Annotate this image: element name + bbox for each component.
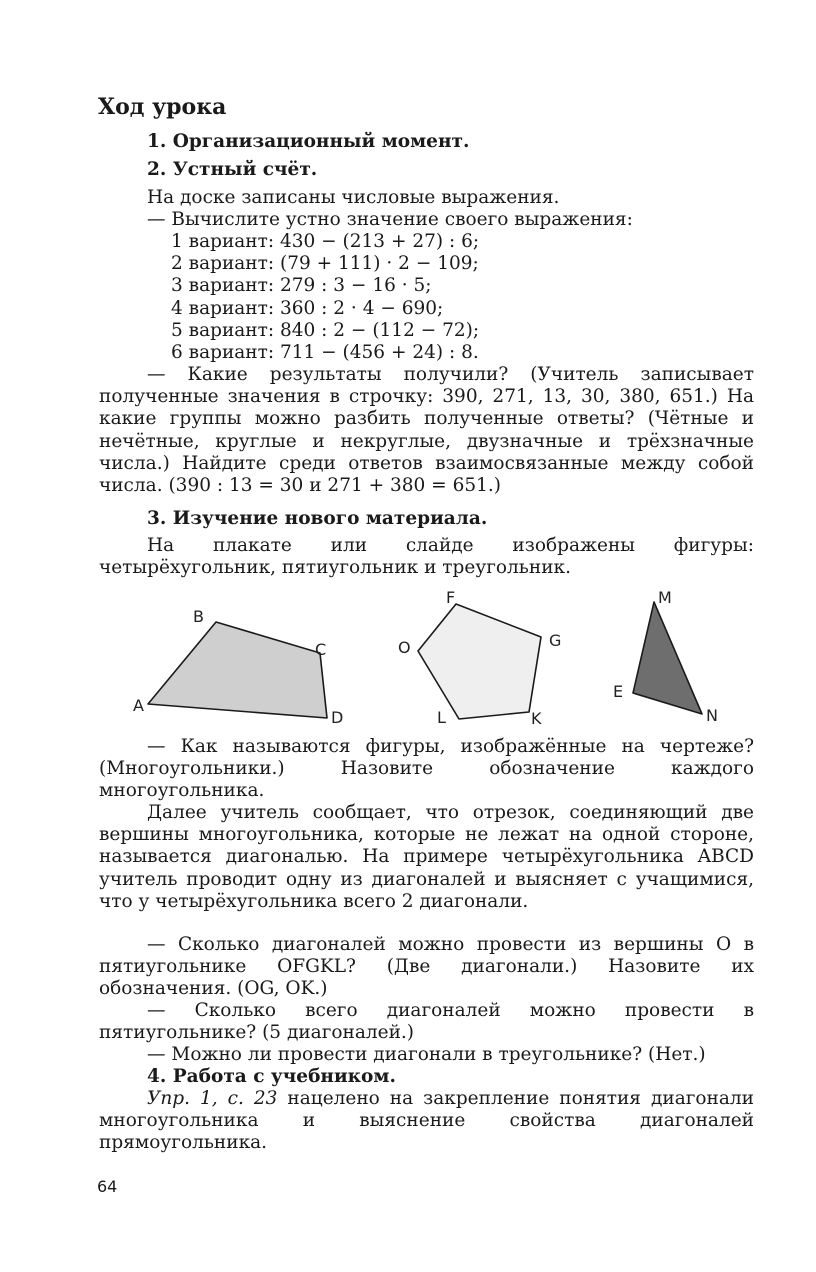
pentagon-ofgkl <box>418 604 541 719</box>
vertex-label: F <box>446 588 456 607</box>
polygon-figures-svg <box>0 585 816 730</box>
vertex-label: C <box>315 640 327 659</box>
quadrilateral-abcd <box>148 622 327 718</box>
vertex-label: K <box>531 709 542 728</box>
vertex-label: N <box>706 706 718 725</box>
variant-list <box>171 231 771 364</box>
vertex-label: E <box>613 682 624 701</box>
total-paragraph: — Сколько всего диагоналей можно провести в пятиугольнике? (5 диагоналей.) <box>99 1000 754 1044</box>
lesson-title: Ход урока <box>98 94 227 120</box>
textbook-text: нацелено на закрепление понятия диагонали многоугольника и выяснение свойства диагоналей прямоугольника. <box>99 1088 754 1154</box>
howmany-paragraph: — Сколько диагоналей можно провести из вершины O в пятиугольнике OFGKL? (Две диагонали.) Назовите их обозначения. (OG, OK.) <box>99 934 754 1000</box>
results-paragraph: — Какие результаты получили? (Учитель записывает полученные значения в строчку: 390, 271, 13, 30, 380, 651.) На какие группы можно разбить полученные ответы? (Чётные и нечётные, круглые и некруглые, двузначные и трёхзначные числа.) Найдите среди ответов взаимосвязанные между собой числа. (390 : 13 = 30 и 271 + 380 = 651.) <box>99 364 754 497</box>
variant-item: 6 вариант: 711 − (456 + 24) : 8. <box>171 342 479 364</box>
section-heading-3: 3. Изучение нового материала. <box>147 508 488 529</box>
variant-item: 2 вариант: (79 + 111) · 2 − 109; <box>171 253 479 275</box>
section-heading-4: 4. Работа с учебником. <box>147 1066 396 1087</box>
triangle-question: — Можно ли провести диагонали в треугольнике? (Нет.) <box>147 1044 706 1065</box>
textbook-paragraph <box>99 1088 754 1155</box>
section-heading-1: 1. Организационный момент. <box>147 131 470 152</box>
triangle-mne <box>633 602 702 714</box>
vertex-label: O <box>398 638 411 657</box>
compute-instruction: — Вычислите устно значение своего выражения: <box>147 209 633 230</box>
board-paragraph: На доске записаны числовые выражения. <box>147 187 560 208</box>
variant-item: 3 вариант: 279 : 3 − 16 · 5; <box>171 275 432 297</box>
page-number: 64 <box>97 1177 118 1196</box>
variant-item: 1 вариант: 430 − (213 + 27) : 6; <box>171 231 480 252</box>
diagonal-paragraph: Далее учитель сообщает, что отрезок, соединяющий две вершины многоугольника, которые не лежат на одной стороне, называется диагональю. На примере четырёхугольника ABCD учитель проводит одну из диагоналей и выясняет с учащимися, что у четырёхугольника всего 2 диагонали. <box>99 802 754 912</box>
vertex-label: M <box>658 588 672 607</box>
poster-paragraph: На плакате или слайде изображены фигуры: четырёхугольник, пятиугольник и треугольник. <box>99 535 754 579</box>
polygon-figures <box>0 585 816 730</box>
variant-item: 4 вариант: 360 : 2 · 4 − 690; <box>171 297 444 319</box>
variant-item: 5 вариант: 840 : 2 − (112 − 72); <box>171 319 480 341</box>
names-paragraph: — Как называются фигуры, изображённые на чертеже? (Многоугольники.) Назовите обозначение каждого многоугольника. <box>99 736 754 802</box>
vertex-label: L <box>437 708 446 727</box>
exercise-reference: Упр. 1, с. 23 <box>147 1088 278 1109</box>
vertex-label: B <box>193 607 204 626</box>
vertex-label: D <box>331 708 344 727</box>
vertex-label: A <box>133 696 144 715</box>
vertex-label: G <box>549 631 562 650</box>
section-heading-2: 2. Устный счёт. <box>147 159 318 180</box>
